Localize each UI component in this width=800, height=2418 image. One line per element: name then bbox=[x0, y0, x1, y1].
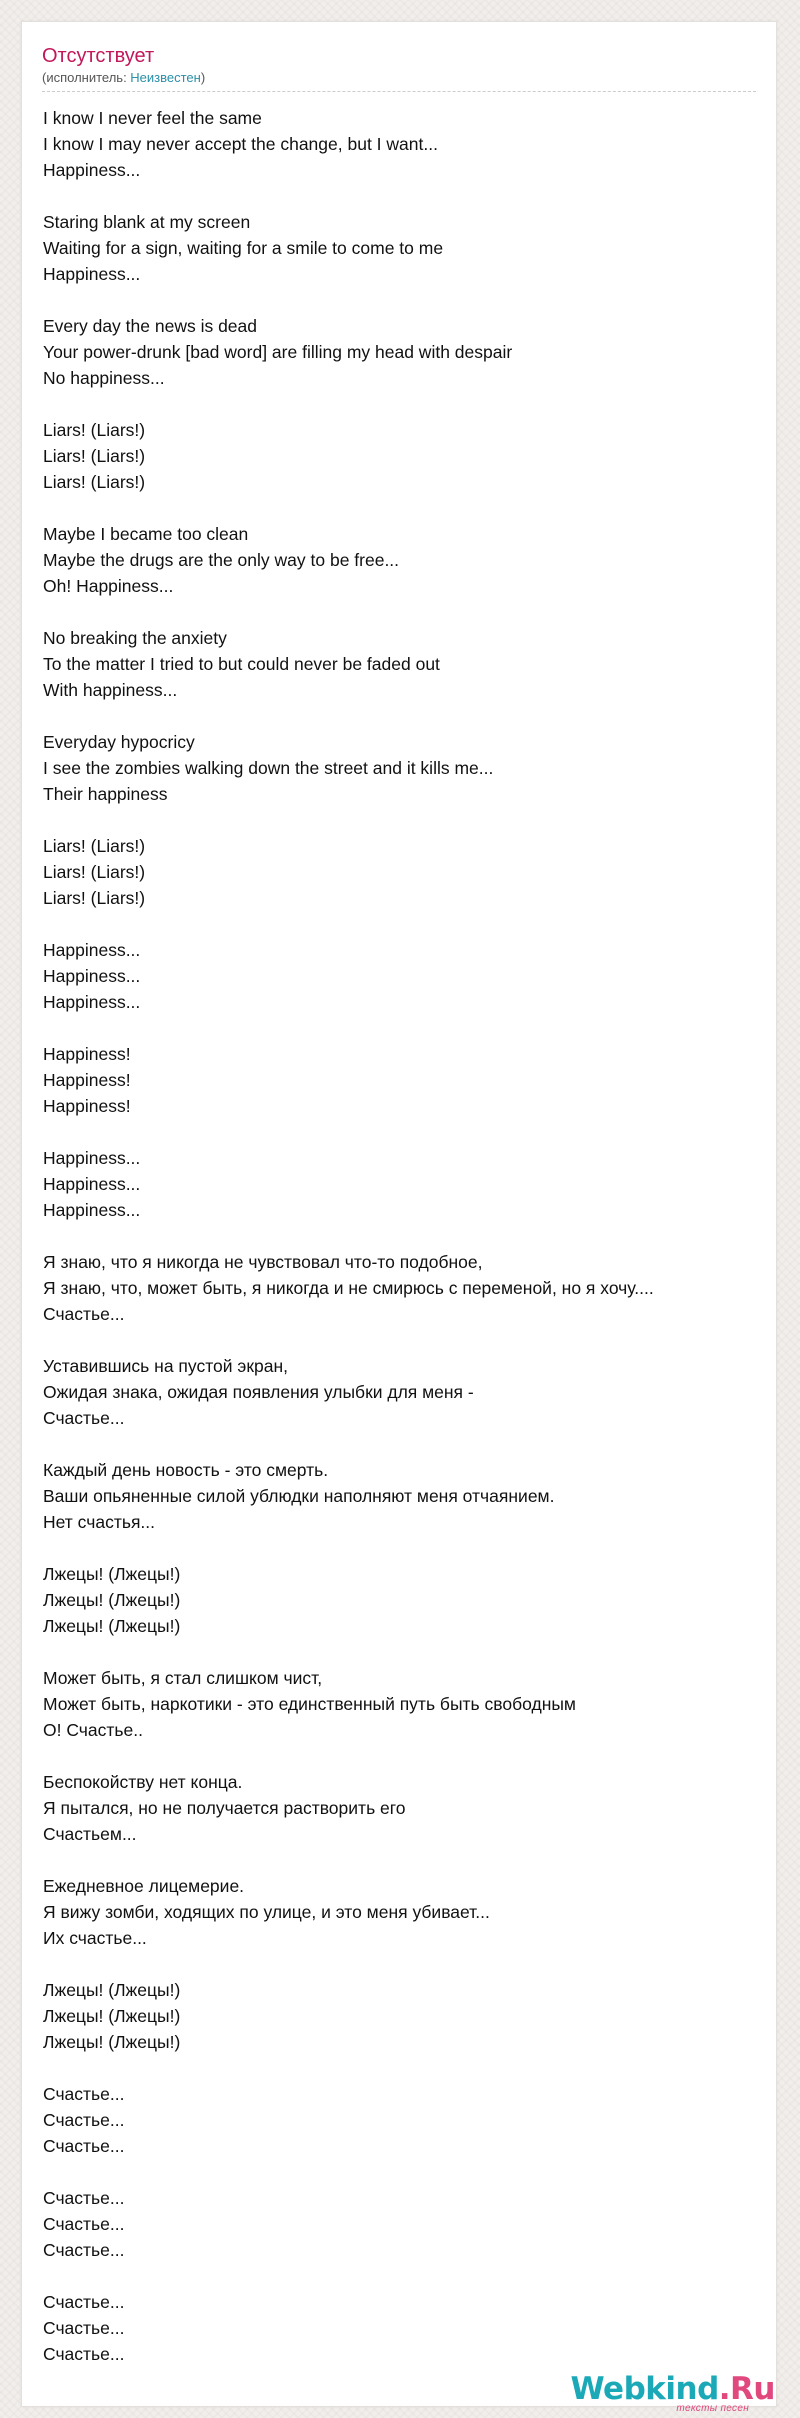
lyric-line: Liars! (Liars!) bbox=[43, 420, 146, 440]
lyric-line: Your power-drunk [bad word] are filling my head with despair bbox=[43, 342, 513, 362]
stanza bbox=[43, 1457, 778, 1535]
lyric-line: Счастье... bbox=[43, 2136, 125, 2156]
lyric-line: Maybe I became too clean bbox=[43, 524, 249, 544]
lyric-line: Liars! (Liars!) bbox=[43, 472, 146, 492]
lyric-line: Их счастье... bbox=[43, 1928, 147, 1948]
stanza bbox=[43, 521, 778, 599]
lyric-line: Maybe the drugs are the only way to be free... bbox=[43, 550, 400, 570]
lyric-line: Waiting for a sign, waiting for a smile to come to me bbox=[43, 238, 444, 258]
logo-wordmark bbox=[570, 2372, 775, 2406]
stanza bbox=[43, 1249, 778, 1327]
stanza bbox=[43, 729, 778, 807]
lyric-line: Ожидая знака, ожидая появления улыбки для меня - bbox=[43, 1382, 474, 1402]
artist-suffix: ) bbox=[200, 70, 206, 85]
artist-link[interactable]: Неизвестен bbox=[130, 70, 201, 85]
lyric-line: Может быть, я стал слишком чист, bbox=[43, 1668, 323, 1688]
stanza bbox=[43, 105, 778, 183]
lyric-line: Happiness... bbox=[43, 1200, 141, 1220]
lyric-line: Happiness... bbox=[43, 966, 141, 986]
lyric-line: Happiness! bbox=[43, 1044, 131, 1064]
lyric-line: Liars! (Liars!) bbox=[43, 836, 146, 856]
lyric-line: Ваши опьяненные силой ублюдки наполняют меня отчаянием. bbox=[43, 1486, 555, 1506]
stanza bbox=[43, 2185, 778, 2263]
lyric-line: With happiness... bbox=[43, 680, 178, 700]
lyric-line: Happiness! bbox=[43, 1070, 131, 1090]
lyric-line: Я знаю, что, может быть, я никогда и не смирюсь с переменой, но я хочу.... bbox=[43, 1278, 654, 1298]
stanza bbox=[43, 1145, 778, 1223]
lyric-line: Their happiness bbox=[43, 784, 168, 804]
lyric-line: Я пытался, но не получается растворить его bbox=[43, 1798, 406, 1818]
lyric-line: Я знаю, что я никогда не чувствовал что-то подобное, bbox=[43, 1252, 483, 1272]
stanza bbox=[43, 313, 778, 391]
lyric-line: Счастье... bbox=[43, 2318, 125, 2338]
lyric-line: Happiness... bbox=[43, 264, 141, 284]
lyric-line: О! Счастье.. bbox=[43, 1720, 143, 1740]
lyric-line: Лжецы! (Лжецы!) bbox=[43, 2006, 181, 2026]
lyric-line: Liars! (Liars!) bbox=[43, 862, 146, 882]
stanza bbox=[43, 1561, 778, 1639]
lyric-line: No breaking the anxiety bbox=[43, 628, 227, 648]
lyric-line: Liars! (Liars!) bbox=[43, 888, 146, 908]
logo-tld-text: .Ru bbox=[718, 2371, 775, 2407]
lyric-line: Happiness... bbox=[43, 940, 141, 960]
lyric-line: Уставившись на пустой экран, bbox=[43, 1356, 288, 1376]
lyric-line: Ежедневное лицемерие. bbox=[43, 1876, 245, 1896]
lyric-line: Happiness! bbox=[43, 1096, 131, 1116]
lyric-line: I know I may never accept the change, but I want... bbox=[43, 134, 438, 154]
lyric-line: Нет счастья... bbox=[43, 1512, 156, 1532]
logo-main-text: Webkind bbox=[570, 2371, 719, 2407]
lyric-line: No happiness... bbox=[43, 368, 165, 388]
lyric-line: Счастье... bbox=[43, 2188, 125, 2208]
lyrics-body bbox=[43, 105, 778, 2393]
lyric-line: Happiness... bbox=[43, 160, 141, 180]
lyric-line: Счастье... bbox=[43, 2292, 125, 2312]
lyric-line: Счастьем... bbox=[43, 1824, 137, 1844]
lyric-line: Счастье... bbox=[43, 2240, 125, 2260]
stanza bbox=[43, 1353, 778, 1431]
stanza bbox=[43, 1665, 778, 1743]
lyric-line: To the matter I tried to but could never be faded out bbox=[43, 654, 440, 674]
lyric-line: Беспокойству нет конца. bbox=[43, 1772, 243, 1792]
artist-line bbox=[42, 69, 756, 92]
lyric-line: Happiness... bbox=[43, 1148, 141, 1168]
lyric-line: Я вижу зомби, ходящих по улице, и это меня убивает... bbox=[43, 1902, 490, 1922]
lyric-line: Счастье... bbox=[43, 2084, 125, 2104]
song-title: Отсутствует bbox=[42, 45, 155, 67]
lyric-line: Лжецы! (Лжецы!) bbox=[43, 1616, 181, 1636]
lyric-line: Каждый день новость - это смерть. bbox=[43, 1460, 329, 1480]
lyric-line: Happiness... bbox=[43, 992, 141, 1012]
lyric-line: Лжецы! (Лжецы!) bbox=[43, 1980, 181, 2000]
lyric-line: Лжецы! (Лжецы!) bbox=[43, 1564, 181, 1584]
stanza bbox=[43, 209, 778, 287]
artist-prefix: (исполнитель: bbox=[42, 70, 131, 85]
stanza bbox=[43, 2081, 778, 2159]
stanza bbox=[43, 1041, 778, 1119]
lyric-line: Счастье... bbox=[43, 2344, 125, 2364]
lyric-line: Oh! Happiness... bbox=[43, 576, 174, 596]
stanza bbox=[43, 833, 778, 911]
stanza bbox=[43, 1769, 778, 1847]
lyric-line: Happiness... bbox=[43, 1174, 141, 1194]
webkind-logo[interactable] bbox=[570, 2371, 775, 2414]
lyric-line: Liars! (Liars!) bbox=[43, 446, 146, 466]
stanza bbox=[43, 937, 778, 1015]
song-header bbox=[42, 43, 756, 92]
lyric-line: I know I never feel the same bbox=[43, 108, 262, 128]
lyric-line: Счастье... bbox=[43, 1408, 125, 1428]
lyric-line: Счастье... bbox=[43, 2110, 125, 2130]
lyric-line: Счастье... bbox=[43, 1304, 125, 1324]
lyrics-card bbox=[21, 21, 777, 2407]
lyric-line: Лжецы! (Лжецы!) bbox=[43, 1590, 181, 1610]
stanza bbox=[43, 2289, 778, 2367]
logo-tagline: тексты песен bbox=[676, 2403, 749, 2414]
stanza bbox=[43, 1873, 778, 1951]
lyric-line: Every day the news is dead bbox=[43, 316, 258, 336]
lyric-line: Everyday hypocricy bbox=[43, 732, 195, 752]
lyric-line: Staring blank at my screen bbox=[43, 212, 251, 232]
lyric-line: I see the zombies walking down the street and it kills me... bbox=[43, 758, 494, 778]
lyric-line: Лжецы! (Лжецы!) bbox=[43, 2032, 181, 2052]
stanza bbox=[43, 1977, 778, 2055]
stanza bbox=[43, 417, 778, 495]
lyric-line: Может быть, наркотики - это единственный путь быть свободным bbox=[43, 1694, 576, 1714]
lyric-line: Счастье... bbox=[43, 2214, 125, 2234]
stanza bbox=[43, 625, 778, 703]
